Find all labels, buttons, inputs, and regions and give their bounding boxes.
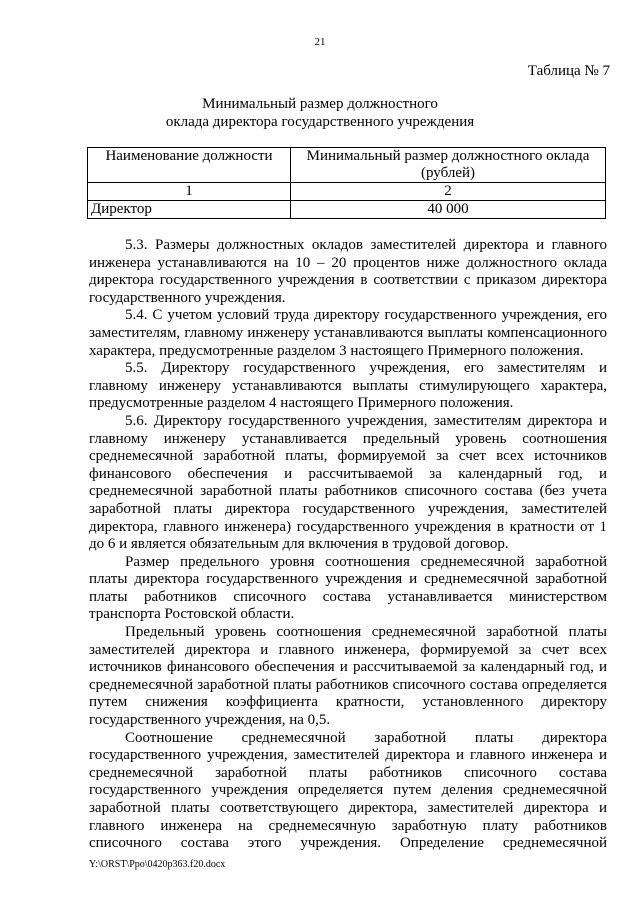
footer-file-path: Y:\ORST\Ppo\0420p363.f20.docx [89, 859, 226, 870]
salary-cell: 40 000 [291, 201, 606, 219]
paragraph-ratio: Соотношение среднемесячной заработной платы директора государственного учреждения, заместителей директора и главного инженера и среднемесячной заработной платы работников списочного состава государственного учреждения определяется путем деления среднемесячной заработной платы соответствующего директора, заместителей директора и главного инженера на среднемесячную заработную плату работников списочного состава этого учреждения. Определение среднемесячной [89, 729, 607, 852]
caption-line-2: оклада директора государственного учреждения [165, 114, 475, 130]
index-cell-1: 1 [88, 183, 291, 201]
header-position: Наименование должности [88, 148, 291, 183]
paragraph-limit-deputies: Предельный уровень соотношения среднемесячной заработной платы заместителей директора и главного инженера, формируемой за счет всех источников финансового обеспечения и рассчитываемой за календарный год, и среднемесячной заработной платы работников списочного состава определяется путем снижения коэффициента кратности, установленного директору государственного учреждения, на 0,5. [89, 624, 607, 729]
page-number: 21 [314, 36, 326, 48]
paragraph-limit-director: Размер предельного уровня соотношения среднемесячной заработной платы директора государственного учреждения и среднемесячной заработной платы работников списочного состава устанавливается министерством транспорта Ростовской области. [89, 553, 607, 623]
paragraph-5-5: 5.5. Директору государственного учреждения, его заместителям и главному инженеру устанавливаются выплаты стимулирующего характера, предусмотренные разделом 4 настоящего Примерного положения. [89, 360, 607, 412]
position-cell: Директор [88, 201, 291, 219]
header-salary: Минимальный размер должностного оклада (рублей) [291, 148, 606, 183]
table-caption [0, 95, 640, 131]
table-row [88, 201, 606, 219]
table-index-row [88, 183, 606, 201]
paragraph-5-4: 5.4. С учетом условий труда директору государственного учреждения, его заместителям, главному инженеру устанавливаются выплаты компенсационного характера, предусмотренные разделом 3 настоящего Примерного положения. [89, 307, 607, 359]
table-label: Таблица № 7 [527, 63, 610, 79]
index-cell-2: 2 [291, 183, 606, 201]
caption-line-1: Минимальный размер должностного [202, 96, 438, 112]
table-header-row [88, 148, 606, 183]
salary-table [87, 147, 606, 219]
paragraph-5-6: 5.6. Директору государственного учреждения, заместителям директора и главному инженеру устанавливается предельный уровень соотношения среднемесячной заработной платы, формируемой за счет всех источников финансового обеспечения и рассчитываемой за календарный год, и среднемесячной заработной платы работников списочного состава (без учета заработной платы директора государственного учреждения, заместителей директора, главного инженера) государственного учреждения в кратности от 1 до 6 и является обязательным для включения в трудовой договор. [89, 412, 607, 553]
body-text [89, 237, 607, 853]
paragraph-5-3: 5.3. Размеры должностных окладов заместителей директора и главного инженера устанавливаются на 10 – 20 процентов ниже должностного оклада директора государственного учреждения в соответствии с приказом директора государственного учреждения. [89, 237, 607, 306]
